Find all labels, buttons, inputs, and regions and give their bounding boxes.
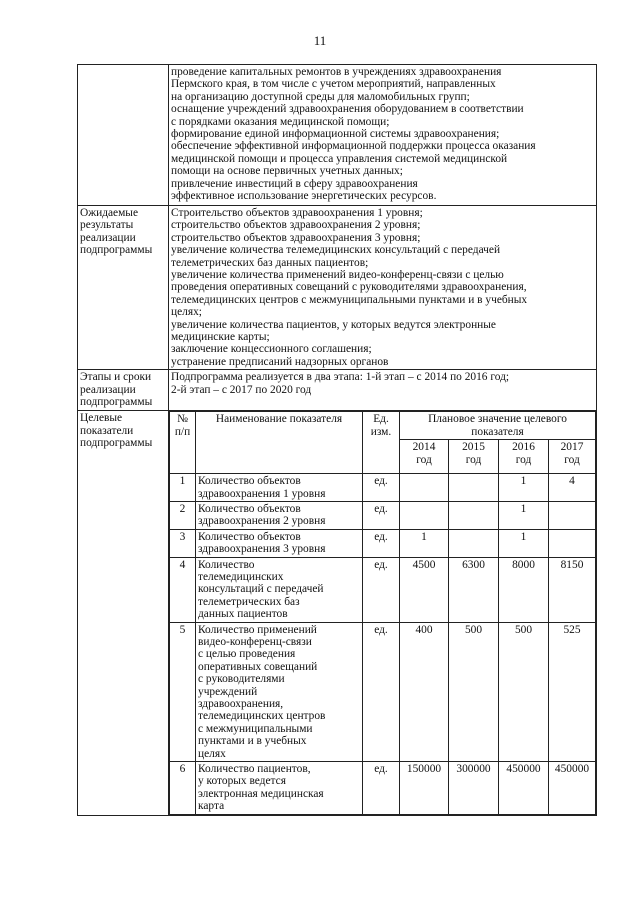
text-line: здравоохранения 2 уровня xyxy=(198,515,326,528)
target-row xyxy=(170,501,596,529)
target-name xyxy=(196,762,363,815)
page-number: 11 xyxy=(313,33,327,48)
text-line: пунктами и в учебных xyxy=(198,735,307,748)
targets-row xyxy=(78,411,597,815)
text-line: проведения оперативных совещаний с руководителями здравоохранения, xyxy=(171,281,527,294)
tasks-label-cell xyxy=(78,65,169,206)
text-line: подпрограммы xyxy=(80,396,153,409)
header-year-2015: 2015 год xyxy=(449,440,499,474)
text-line: Пермского края, в том числе с учетом мероприятий, направленных xyxy=(171,78,496,91)
targets-table xyxy=(169,411,596,814)
text-line: Количество объектов xyxy=(198,502,301,515)
text-line: подпрограммы xyxy=(80,437,153,450)
header-year-2014: 2014 год xyxy=(400,440,449,474)
target-value-2015 xyxy=(449,501,499,529)
target-value-2015: 6300 xyxy=(449,557,499,622)
target-value-2017: 525 xyxy=(549,622,596,761)
text-line: Количество xyxy=(198,558,255,571)
header-year-2016: 2016 год xyxy=(499,440,549,474)
targets-header-row xyxy=(170,412,596,440)
text-line: помощи на основе первичных учетных данных; xyxy=(171,165,403,178)
text-line: 2-й этап – с 2017 по 2020 год xyxy=(171,383,312,396)
targets-label xyxy=(78,411,169,815)
text-line: Строительство объектов здравоохранения 1 уровня; xyxy=(171,207,423,219)
text-line: карта xyxy=(198,800,225,813)
target-value-2016: 8000 xyxy=(499,557,549,622)
text-line: с целью проведения xyxy=(198,648,296,661)
target-unit: ед. xyxy=(363,557,400,622)
targets-cell xyxy=(169,411,597,815)
text-line: устранение предписаний надзорных органов xyxy=(171,355,389,368)
target-unit: ед. xyxy=(363,622,400,761)
text-line: с порядками оказания медицинской помощи; xyxy=(171,115,390,128)
header-plan xyxy=(400,412,596,440)
text-line: с руководителями xyxy=(198,673,285,686)
target-unit: ед. xyxy=(363,474,400,502)
target-row xyxy=(170,529,596,557)
text-line: видео-конференц-связи xyxy=(198,635,312,648)
text-line: телемедицинских центров с межмуниципальными пунктами и в учебных xyxy=(171,293,528,306)
text-line: увеличение количества применений видео-конференц-связи с целью xyxy=(171,269,504,282)
text-line: строительство объектов здравоохранения 2 уровня; xyxy=(171,219,421,232)
target-num: 2 xyxy=(170,501,196,529)
text-line: изм. xyxy=(370,425,392,438)
text-line: Количество применений xyxy=(198,623,317,636)
text-line: п/п xyxy=(174,425,191,438)
text-line: № xyxy=(177,413,188,426)
text-line: показателя xyxy=(471,425,524,438)
target-name xyxy=(196,474,363,502)
text-line: увеличение количества пациентов, у которых ведутся электронные xyxy=(171,318,496,331)
target-name xyxy=(196,501,363,529)
header-num xyxy=(170,412,196,474)
target-name xyxy=(196,529,363,557)
target-value-2016: 1 xyxy=(499,501,549,529)
text-line: медицинские карты; xyxy=(171,331,270,344)
passport-table xyxy=(77,64,597,816)
target-value-2017: 450000 xyxy=(549,762,596,815)
target-value-2016: 500 xyxy=(499,622,549,761)
target-value-2017 xyxy=(549,529,596,557)
target-row xyxy=(170,474,596,502)
target-num: 3 xyxy=(170,529,196,557)
target-num: 5 xyxy=(170,622,196,761)
target-value-2017 xyxy=(549,501,596,529)
text-line: Этапы и сроки xyxy=(80,371,152,384)
target-value-2014: 1 xyxy=(400,529,449,557)
target-row xyxy=(170,622,596,761)
target-value-2016: 450000 xyxy=(499,762,549,815)
target-row xyxy=(170,762,596,815)
target-value-2015: 300000 xyxy=(449,762,499,815)
text-line: Количество объектов xyxy=(198,530,301,543)
text-line: Ед. xyxy=(373,413,389,426)
text-line: увеличение количества телемедицинских консультаций с передачей xyxy=(171,244,501,257)
text-line: телемедицинских xyxy=(198,570,284,583)
text-line: формирование единой информационной системы здравоохранения; xyxy=(171,128,500,141)
text-line: эффективное использование энергетических ресурсов. xyxy=(171,190,437,203)
header-name: Наименование показателя xyxy=(196,412,363,474)
header-unit xyxy=(363,412,400,474)
header-year-2017: 2017 год xyxy=(549,440,596,474)
text-line: показатели xyxy=(80,424,134,437)
text-line: учреждений xyxy=(198,685,258,698)
target-value-2015: 500 xyxy=(449,622,499,761)
text-line: Целевые xyxy=(80,412,123,425)
expected-results-label xyxy=(78,206,169,370)
text-line: проведение капитальных ремонтов в учреждениях здравоохранения xyxy=(171,66,502,78)
text-line: целях; xyxy=(171,306,202,319)
text-line: реализации xyxy=(80,231,136,244)
target-value-2016: 1 xyxy=(499,529,549,557)
text-line: подпрограммы xyxy=(80,244,153,257)
target-num: 1 xyxy=(170,474,196,502)
text-line: целях xyxy=(198,747,226,760)
text-line: строительство объектов здравоохранения 3 уровня; xyxy=(171,231,421,244)
target-value-2016: 1 xyxy=(499,474,549,502)
target-row xyxy=(170,557,596,622)
target-num: 4 xyxy=(170,557,196,622)
text-line: оперативных совещаний xyxy=(198,660,318,673)
text-line: телеметрических баз xyxy=(198,595,300,608)
target-value-2017: 4 xyxy=(549,474,596,502)
target-value-2014: 400 xyxy=(400,622,449,761)
text-line: здравоохранения 1 уровня xyxy=(198,487,326,500)
text-line: Плановое значение целевого xyxy=(428,413,567,426)
target-value-2014 xyxy=(400,474,449,502)
text-line: Подпрограмма реализуется в два этапа: 1-й этап – с 2014 по 2016 год; xyxy=(171,371,510,384)
text-line: электронная медицинская xyxy=(198,787,324,800)
targets-body xyxy=(170,474,596,815)
text-line: телеметрических баз данных пациентов; xyxy=(171,256,369,269)
target-num: 6 xyxy=(170,762,196,815)
text-line: обеспечение эффективной информационной поддержки процесса оказания xyxy=(171,140,536,153)
text-line: у которых ведется xyxy=(198,775,286,788)
text-line: с межмуниципальными xyxy=(198,722,313,735)
expected-results-text xyxy=(169,206,597,370)
stages-text xyxy=(169,370,597,411)
target-value-2014 xyxy=(400,501,449,529)
target-value-2015 xyxy=(449,529,499,557)
stages-row xyxy=(78,370,597,411)
target-value-2014: 4500 xyxy=(400,557,449,622)
text-line: заключение концессионного соглашения; xyxy=(171,343,372,356)
text-line: консультаций с передачей xyxy=(198,583,324,596)
text-line: оснащение учреждений здравоохранения оборудованием в соответствии xyxy=(171,103,524,116)
target-unit: ед. xyxy=(363,501,400,529)
text-line: Количество пациентов, xyxy=(198,763,311,776)
stages-label xyxy=(78,370,169,411)
target-value-2017: 8150 xyxy=(549,557,596,622)
target-value-2014: 150000 xyxy=(400,762,449,815)
expected-results-row xyxy=(78,206,597,370)
text-line: Количество объектов xyxy=(198,475,301,488)
text-line: Ожидаемые xyxy=(80,207,139,219)
target-unit: ед. xyxy=(363,529,400,557)
text-line: телемедицинских центров xyxy=(198,710,326,723)
text-line: медицинской помощи и процесса управления системой медицинской xyxy=(171,152,508,165)
tasks-continuation-row xyxy=(78,65,597,206)
text-line: здравоохранения 3 уровня xyxy=(198,543,326,556)
target-name xyxy=(196,622,363,761)
target-value-2015 xyxy=(449,474,499,502)
tasks-text xyxy=(169,65,597,206)
text-line: реализации xyxy=(80,383,136,396)
text-line: на организацию доступной среды для маломобильных групп; xyxy=(171,90,470,103)
text-line: данных пациентов xyxy=(198,608,288,621)
text-line: результаты xyxy=(80,219,134,232)
target-name xyxy=(196,557,363,622)
text-line: привлечение инвестиций в сферу здравоохранения xyxy=(171,177,418,190)
target-unit: ед. xyxy=(363,762,400,815)
text-line: здравоохранения, xyxy=(198,698,284,710)
